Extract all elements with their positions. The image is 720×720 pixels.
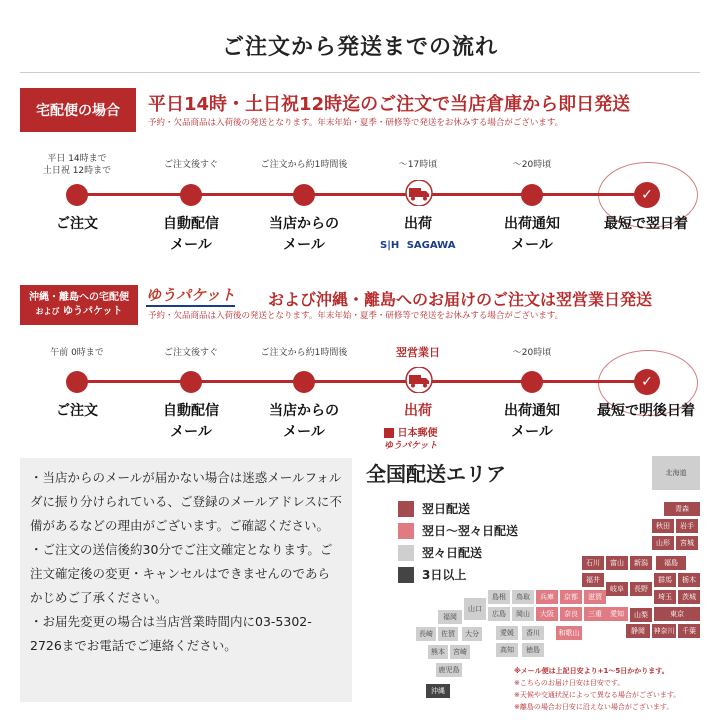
map-note: ※こちらのお届け日安は目安です。 — [514, 679, 625, 687]
sagawa-logo — [380, 240, 455, 251]
s2-step5-time: ～20時頃 — [512, 348, 552, 358]
note-item: ・ご注文の送信後約30分でご注文確定となります。ご注文確定後の変更・キャンセルはできませんのであらかじめご了承ください。 — [30, 542, 333, 605]
truck-icon — [403, 180, 435, 206]
s2-step6-label: 最短で明後日着 — [597, 403, 695, 419]
legend-swatch — [398, 523, 414, 539]
legend-label: 翌日～翌々日配送 — [422, 524, 519, 538]
s2-check-icon: ✓ — [634, 369, 660, 395]
map-note: ※メール便は上記日安より+1～5日かかります。 — [514, 667, 669, 675]
pref-tokushima: 徳島 — [522, 643, 544, 657]
pref-shiga: 滋賀 — [584, 590, 606, 604]
legend-three-plus — [398, 566, 466, 583]
pref-miyazaki: 宮崎 — [450, 645, 470, 659]
pref-kagawa: 香川 — [522, 626, 544, 640]
page-title: ご注文から発送までの流れ — [221, 35, 498, 60]
okinawa-badge-line2: および ゆうパケット — [35, 306, 123, 317]
sagawa-text: SAGAWA — [406, 240, 456, 251]
pref-tochigi: 栃木 — [678, 573, 700, 587]
pref-niigata: 新潟 — [630, 556, 652, 570]
s1-step2-label: 自動配信 メール — [163, 216, 219, 253]
pref-tottori: 鳥取 — [512, 590, 534, 604]
yu-packet-logo: ゆうパケット — [146, 284, 235, 307]
section2-timeline — [76, 380, 646, 383]
s1-check-icon: ✓ — [634, 182, 660, 208]
s1-step4-label: 出荷 — [404, 216, 432, 232]
s1-step3-label: 当店からの メール — [269, 216, 339, 253]
pref-gunma: 群馬 — [654, 573, 676, 587]
pref-aomori: 青森 — [664, 502, 700, 516]
s2-step5-dot — [521, 371, 543, 393]
s2-step1-label: ご注文 — [56, 403, 98, 419]
note-item: ・お届先変更の場合は当店営業時間内に03-5302-2726までお電話でご連絡ください。 — [30, 614, 312, 653]
pref-kanagawa: 神奈川 — [652, 624, 676, 638]
legend-label: 翌日配送 — [422, 502, 471, 516]
pref-wakayama: 和歌山 — [556, 626, 582, 640]
section2-note: 予約・欠品商品は入荷後の発送となります。年末年始・夏季・研修等で発送をお休みする場合がございます。 — [148, 311, 564, 321]
home-delivery-badge-label: 宅配便の場合 — [36, 103, 120, 119]
s2-step5-label: 出荷通知 メール — [504, 403, 560, 440]
okinawa-badge-line1: 沖縄・離島への宅配便 — [29, 292, 129, 303]
pref-hokkaido: 北海道 — [652, 456, 700, 490]
s2-step2-time: ご注文後すぐ — [163, 348, 218, 358]
pref-tokyo: 東京 — [654, 607, 700, 621]
pref-ishikawa: 石川 — [582, 556, 604, 570]
pref-nagano: 長野 — [630, 582, 652, 596]
pref-ibaraki: 茨城 — [678, 590, 700, 604]
japan-post-text: 日本郵便 — [397, 428, 438, 439]
s1-step5-dot — [521, 184, 543, 206]
pref-shizuoka: 静岡 — [626, 624, 650, 638]
section1-timeline — [76, 193, 646, 196]
s1-step6-label: 最短で翌日着 — [604, 216, 688, 232]
s2-step1-dot — [66, 371, 88, 393]
pref-okinawa: 沖縄 — [426, 684, 450, 698]
japan-post-icon — [384, 428, 394, 438]
s2-step3-dot — [293, 371, 315, 393]
home-delivery-badge — [20, 88, 136, 132]
section2-headline: および沖縄・離島へのお届けのご注文は翌営業日発送 — [268, 290, 653, 309]
title-divider — [20, 72, 700, 73]
truck-icon — [403, 367, 435, 393]
pref-osaka: 大阪 — [536, 607, 558, 621]
pref-kagoshima: 鹿児島 — [436, 663, 462, 677]
s1-step2-time: ご注文後すぐ — [163, 160, 218, 170]
legend-swatch — [398, 567, 414, 583]
s1-step2-dot — [180, 184, 202, 206]
pref-okayama: 岡山 — [512, 607, 534, 621]
legend-label: 翌々日配送 — [422, 546, 483, 560]
s1-step1-time: 平日 14時まで 土日祝 12時まで — [42, 154, 112, 176]
s2-step2-dot — [180, 371, 202, 393]
map-note: ※天候や交通状況によって異なる場合がございます。 — [514, 691, 681, 699]
pref-fukui: 福井 — [582, 573, 604, 587]
s2-step4-label: 出荷 — [404, 403, 432, 419]
pref-hyogo: 兵庫 — [536, 590, 558, 604]
s1-step1-dot — [66, 184, 88, 206]
pref-aichi: 愛知 — [606, 607, 628, 621]
pref-fukuoka: 福岡 — [438, 610, 462, 624]
s1-step5-time: ～20時頃 — [512, 160, 552, 170]
pref-toyama: 富山 — [606, 556, 628, 570]
okinawa-badge — [20, 285, 138, 325]
pref-fukushima: 福島 — [656, 556, 686, 570]
pref-shimane: 島根 — [488, 590, 510, 604]
pref-chiba: 千葉 — [678, 624, 700, 638]
pref-gifu: 岐阜 — [606, 582, 628, 596]
pref-saitama: 埼玉 — [654, 590, 676, 604]
legend-third-day — [398, 544, 482, 561]
pref-saga: 佐賀 — [438, 627, 458, 641]
pref-yamanashi: 山梨 — [630, 608, 652, 622]
pref-kochi: 高知 — [496, 643, 518, 657]
legend-swatch — [398, 545, 414, 561]
pref-kyoto: 京都 — [560, 590, 582, 604]
section1-headline: 平日14時・土日祝12時迄のご注文で当店倉庫から即日発送 — [148, 94, 631, 115]
s1-step3-dot — [293, 184, 315, 206]
s1-step3-time: ご注文から約1時間後 — [260, 160, 348, 170]
pref-yamaguchi: 山口 — [464, 598, 486, 620]
legend-label: 3日以上 — [422, 568, 467, 582]
pref-ehime: 愛媛 — [496, 626, 518, 640]
pref-miyagi: 宮城 — [676, 536, 698, 550]
section1-note: 予約・欠品商品は入荷後の発送となります。年末年始・夏季・研修等で発送をお休みする場合がございます。 — [148, 118, 564, 128]
area-title: 全国配送エリア — [366, 462, 506, 486]
legend-swatch — [398, 501, 414, 517]
pref-nara: 奈良 — [560, 607, 582, 621]
s1-step1-label: ご注文 — [56, 216, 98, 232]
pref-kumamoto: 熊本 — [428, 645, 448, 659]
s2-step3-time: ご注文から約1時間後 — [260, 348, 348, 358]
pref-nagasaki: 長崎 — [416, 627, 436, 641]
legend-next-day-2 — [398, 522, 518, 539]
pref-yamagata: 山形 — [652, 536, 674, 550]
sagawa-mark: S|H — [380, 240, 400, 251]
map-note: ※離島の場合お日安に沿えない場合がございます。 — [514, 703, 674, 711]
s2-step4-time: 翌営業日 — [396, 346, 440, 359]
pref-mie: 三重 — [584, 607, 606, 621]
legend-next-day — [398, 500, 470, 517]
s2-step1-time: 午前 0時まで — [50, 348, 104, 358]
s1-step5-label: 出荷通知 メール — [504, 216, 560, 253]
s2-step3-label: 当店からの メール — [269, 403, 339, 440]
note-item: ・当店からのメールが届かない場合は迷惑メールフォルダに振り分けられている、ご登録のメールアドレスに不備があるなどの理由がございます。ご確認ください。 — [30, 470, 342, 533]
pref-hiroshima: 広島 — [488, 607, 510, 621]
japan-post-sub: ゆうパケット — [384, 441, 438, 451]
s2-step2-label: 自動配信 メール — [163, 403, 219, 440]
japan-post-logo — [384, 428, 438, 452]
pref-oita: 大分 — [462, 627, 482, 641]
pref-iwate: 岩手 — [676, 519, 698, 533]
notes-box — [20, 458, 352, 702]
s1-step4-time: ～17時頃 — [398, 160, 438, 170]
pref-akita: 秋田 — [652, 519, 674, 533]
